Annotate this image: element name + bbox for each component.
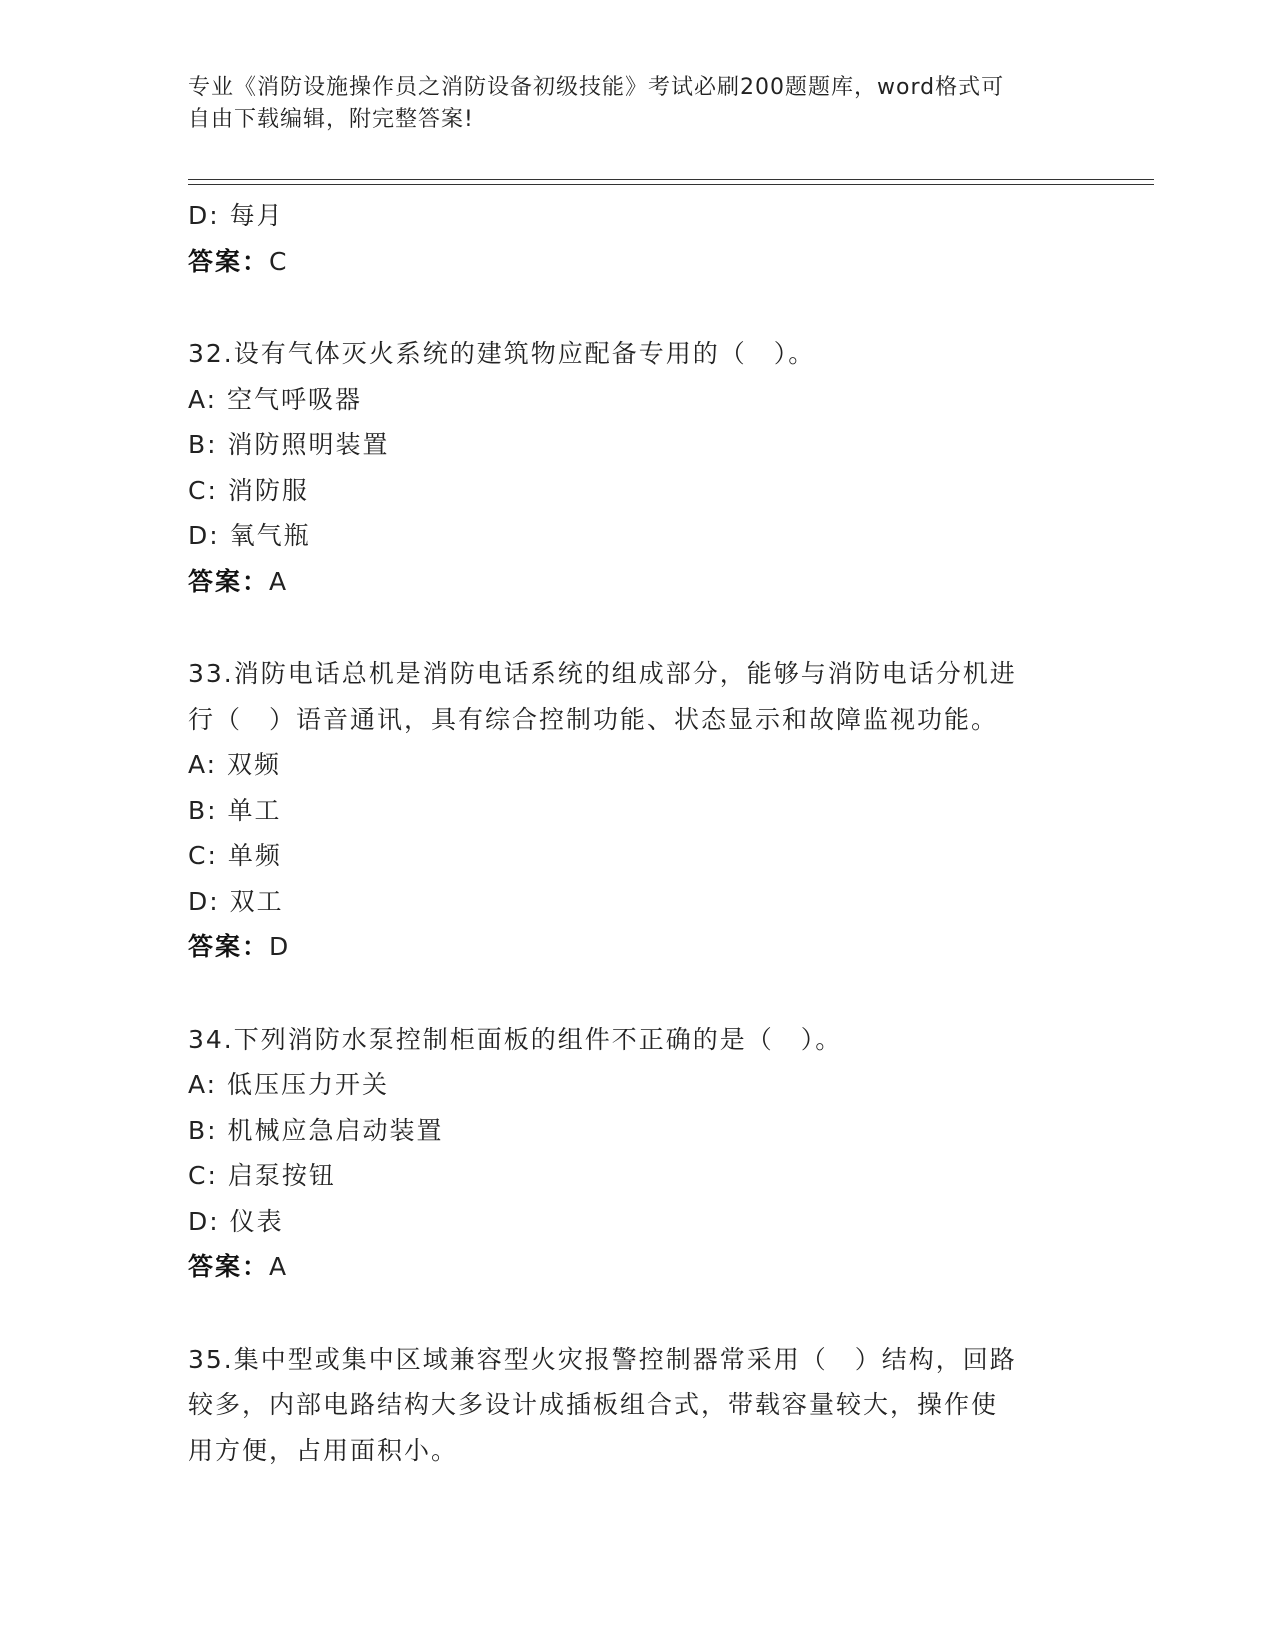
option-a: A: 双频 [188, 750, 282, 779]
option-c: C: 启泵按钮 [188, 1161, 336, 1190]
answer-label: 答案： [188, 566, 270, 596]
question-stem: 34.下列消防水泵控制柜面板的组件不正确的是（ ）。 [188, 1024, 843, 1054]
option-d: D: 仪表 [188, 1206, 284, 1236]
answer-line [188, 559, 1088, 605]
question-content [188, 193, 1088, 1473]
question-stem-line-2: 行（ ）语音通讯，具有综合控制功能、状态显示和故障监视功能。 [188, 704, 999, 734]
answer-line [188, 924, 1088, 970]
option-c: C: 消防服 [188, 475, 309, 505]
option-a: A: 空气呼吸器 [188, 384, 363, 414]
question-stem: 32.设有气体灭火系统的建筑物应配备专用的（ ）。 [188, 339, 816, 368]
answer-value: A [269, 1252, 289, 1281]
option-a: A: 低压压力开关 [188, 1070, 390, 1099]
option-d: D: 双工 [188, 886, 284, 916]
option-b: B: 机械应急启动装置 [188, 1115, 444, 1145]
page-header [188, 72, 1088, 136]
question-35 [188, 1337, 1088, 1474]
question-stem-line-1: 35.集中型或集中区域兼容型火灾报警控制器常采用（ ）结构，回路 [188, 1344, 1017, 1374]
answer-value: A [269, 566, 289, 596]
option-d: D: 氧气瓶 [188, 521, 311, 550]
answer-line [188, 239, 1088, 285]
header-title-line-1: 专业《消防设施操作员之消防设备初级技能》考试必刷200题题库，word格式可 [188, 75, 1005, 100]
question-32 [188, 331, 1088, 604]
question-stem-line-1: 33.消防电话总机是消防电话系统的组成部分，能够与消防电话分机进 [188, 659, 1017, 688]
spacer [188, 1290, 1088, 1337]
header-title-line-2: 自由下载编辑，附完整答案! [188, 107, 474, 132]
question-33 [188, 651, 1088, 970]
question-stem-line-2: 较多，内部电路结构大多设计成插板组合式，带载容量较大，操作使 [188, 1390, 999, 1419]
option-b: B: 消防照明装置 [188, 430, 390, 459]
option-c: C: 单频 [188, 841, 282, 870]
answer-line [188, 1244, 1088, 1290]
answer-label: 答案： [188, 246, 270, 276]
answer-value: C [269, 246, 289, 276]
option-d: D: 每月 [188, 201, 284, 230]
spacer [188, 604, 1088, 651]
question-34 [188, 1017, 1088, 1290]
answer-label: 答案： [188, 1252, 270, 1281]
answer-label: 答案： [188, 932, 270, 961]
answer-value: D [269, 932, 291, 961]
spacer [188, 970, 1088, 1017]
spacer [188, 284, 1088, 331]
header-divider-top [188, 179, 1154, 180]
question-stem-line-3: 用方便，占用面积小。 [188, 1435, 459, 1465]
header-divider-bottom [188, 184, 1154, 185]
option-b: B: 单工 [188, 795, 282, 825]
